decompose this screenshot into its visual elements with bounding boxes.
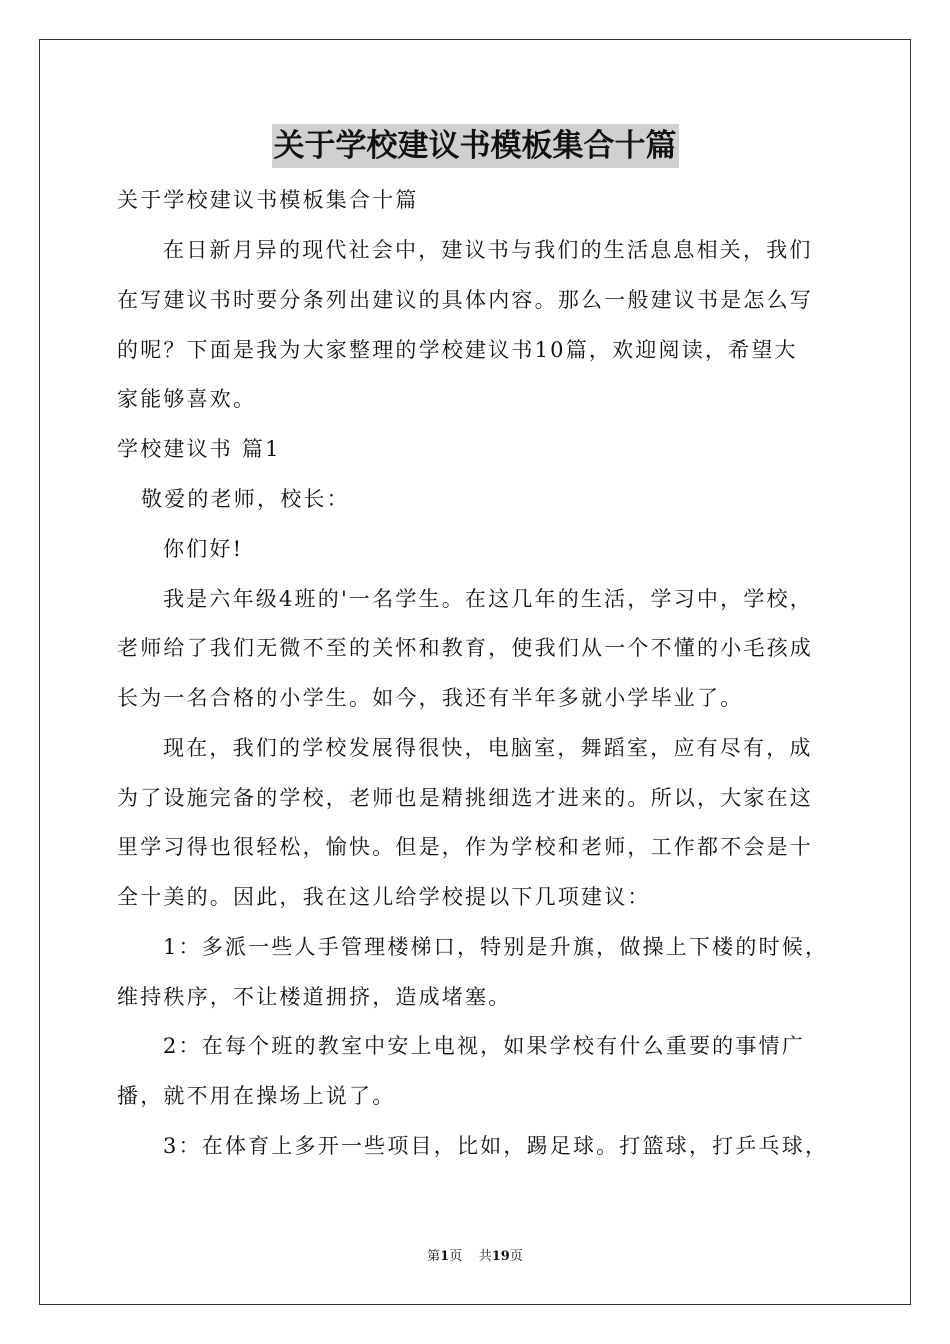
suggestion-line: 1：多派一些人手管理楼梯口，特别是升旗，做操上下楼的时候， xyxy=(163,935,829,959)
suggestion-line: 播，就不用在操场上说了。 xyxy=(117,1084,396,1108)
footer-total-suffix: 页 xyxy=(509,1249,523,1264)
section-heading: 学校建议书 篇1 xyxy=(117,437,281,461)
paragraph-line: 老师给了我们无微不至的关怀和教育，使我们从一个不懂的小毛孩成 xyxy=(117,636,813,660)
title-container xyxy=(0,124,950,168)
paragraph-line: 全十美的。因此，我在这儿给学校提以下几项建议： xyxy=(117,885,651,909)
footer-page-prefix: 第 xyxy=(427,1249,441,1264)
salutation-line: 敬爱的老师，校长： xyxy=(141,487,350,511)
subtitle-line: 关于学校建议书模板集合十篇 xyxy=(117,188,419,212)
paragraph-line: 长为一名合格的小学生。如今，我还有半年多就小学毕业了。 xyxy=(117,686,744,710)
footer-page-suffix: 页 xyxy=(449,1249,463,1264)
suggestion-line: 3：在体育上多开一些项目，比如，踢足球。打篮球，打乒乓球， xyxy=(163,1134,829,1158)
paragraph-line: 现在，我们的学校发展得很快，电脑室，舞蹈室，应有尽有，成 xyxy=(163,736,813,760)
page-frame xyxy=(39,39,911,1305)
paragraph-line: 在写建议书时要分条列出建议的具体内容。那么一般建议书是怎么写 xyxy=(117,288,813,312)
paragraph-line: 在日新月异的现代社会中，建议书与我们的生活息息相关，我们 xyxy=(163,238,813,262)
page-footer xyxy=(0,1248,950,1266)
document-title: 关于学校建议书模板集合十篇 xyxy=(272,124,679,168)
paragraph-line: 为了设施完备的学校，老师也是精挑细选才进来的。所以，大家在这 xyxy=(117,786,813,810)
paragraph-line: 我是六年级4班的'一名学生。在这几年的生活，学习中，学校， xyxy=(163,587,813,611)
footer-total-pages: 19 xyxy=(491,1249,510,1264)
paragraph-line: 家能够喜欢。 xyxy=(117,387,257,411)
paragraph-line: 的呢？下面是我为大家整理的学校建议书10篇，欢迎阅读，希望大 xyxy=(117,338,798,362)
paragraph-line: 里学习得也很轻松，愉快。但是，作为学校和老师，工作都不会是十 xyxy=(117,835,813,859)
footer-total-prefix: 共 xyxy=(478,1249,492,1264)
greeting-line: 你们好! xyxy=(163,537,244,561)
footer-page-number: 1 xyxy=(440,1249,450,1264)
suggestion-line: 2：在每个班的教室中安上电视，如果学校有什么重要的事情广 xyxy=(163,1034,805,1058)
suggestion-line: 维持秩序，不让楼道拥挤，造成堵塞。 xyxy=(117,985,512,1009)
